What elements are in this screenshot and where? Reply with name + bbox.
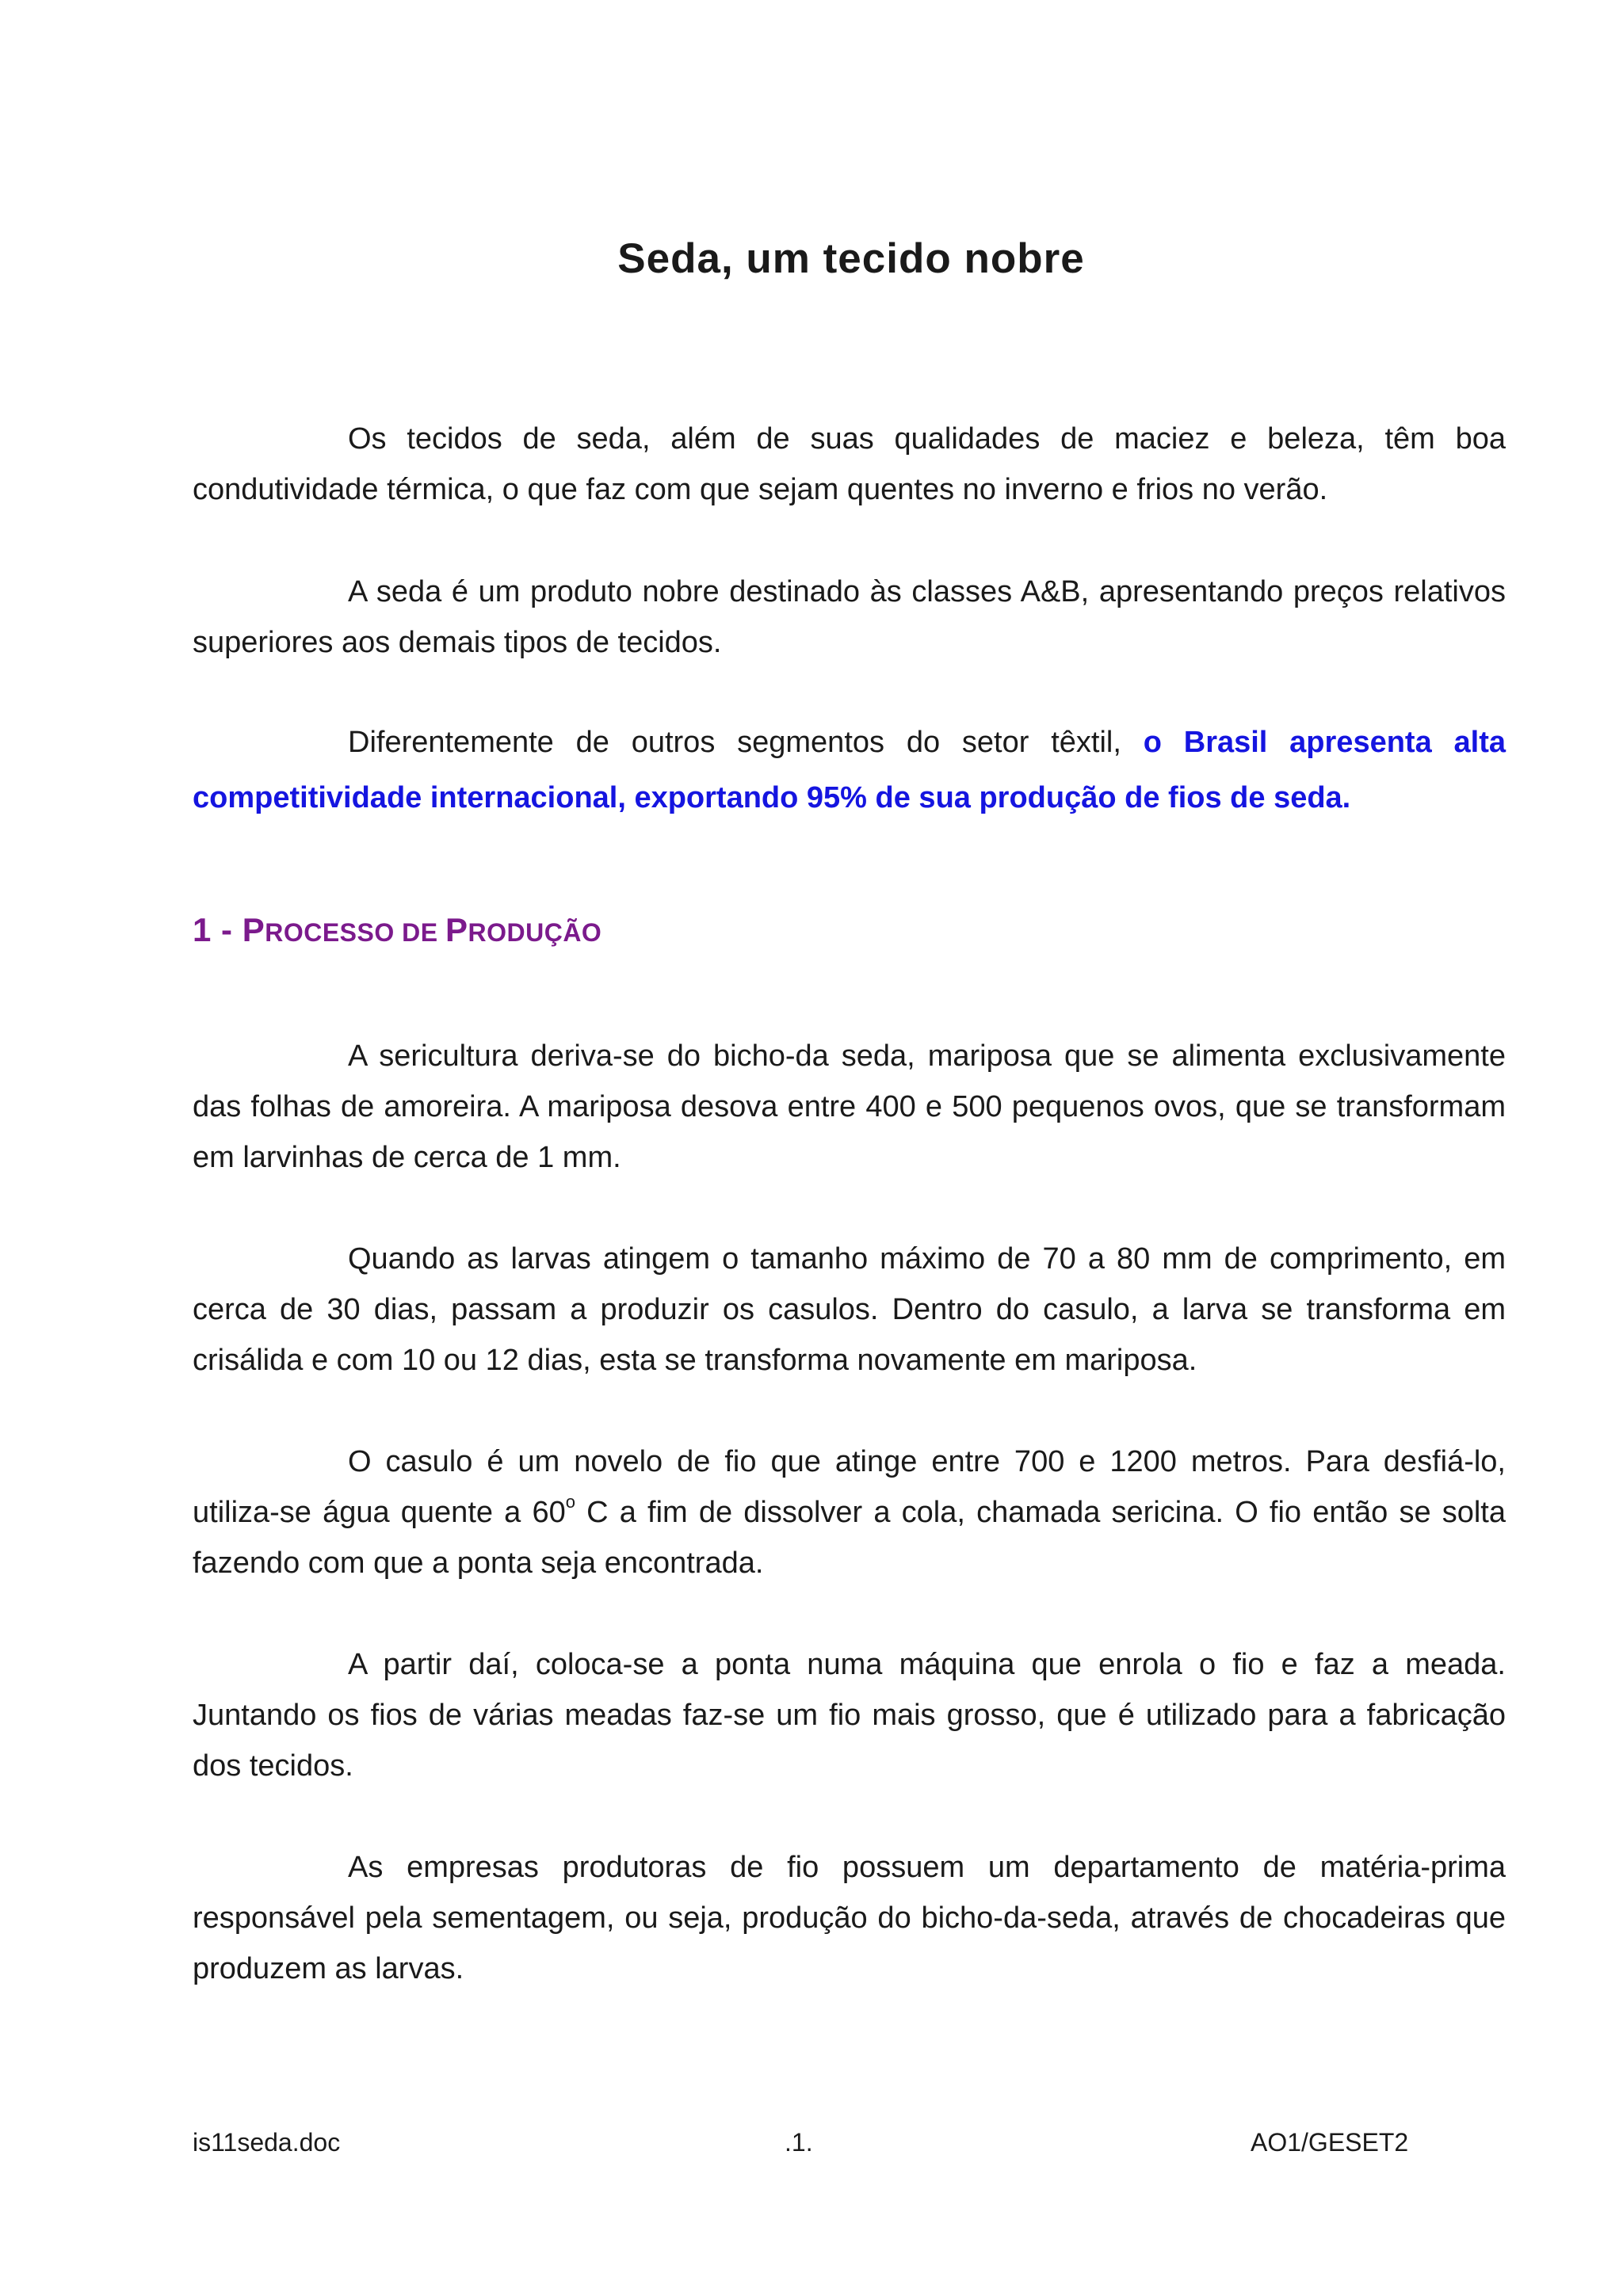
- section-number: 1 -: [193, 911, 242, 948]
- section-title-letter-2: P: [445, 911, 468, 948]
- paragraph-1: Os tecidos de seda, além de suas qualidades de maciez e beleza, têm boa condutividade térmica, o que faz com que sejam quentes no inverno e frios no verão.: [193, 422, 1506, 506]
- page-title: Seda, um tecido nobre: [617, 235, 1085, 282]
- paragraph-8: As empresas produtoras de fio possuem um departamento de matéria-prima responsável pela sementagem, ou seja, produção do bicho-da-seda, através de chocadeiras que produzem as larvas.: [193, 1851, 1506, 1985]
- footer-code: AO1/GESET2: [1251, 2128, 1409, 2157]
- section-heading: [193, 911, 601, 949]
- paragraph-3-text: Diferentemente de outros segmentos do setor têxtil,: [348, 726, 1144, 759]
- section-title-letter-1: P: [242, 911, 265, 948]
- section-title-rest-1: ROCESSO DE: [265, 918, 445, 947]
- footer-page-number: .1.: [785, 2128, 813, 2157]
- paragraph-6-text-b: C a fim de dissolver a cola, chamada sericina. O fio então se solta fazendo com que a ponta seja encontrada.: [193, 1496, 1506, 1580]
- paragraph-2: A seda é um produto nobre destinado às classes A&B, apresentando preços relativos superiores aos demais tipos de tecidos.: [193, 575, 1506, 659]
- footer-filename: is11seda.doc: [193, 2128, 341, 2157]
- paragraph-3: [193, 715, 1506, 826]
- degree-superscript: o: [565, 1492, 575, 1512]
- paragraph-3-highlight: o Brasil apresenta alta competitividade internacional, exportando 95% de sua produção de fios de seda.: [193, 726, 1507, 814]
- paragraph-6-text-a: O casulo é um novelo de fio que atinge entre 700 e 1200 metros. Para desfiá-lo, utiliza-se água quente a 60: [193, 1445, 1506, 1529]
- paragraph-4: A sericultura deriva-se do bicho-da seda, mariposa que se alimenta exclusivamente das folhas de amoreira. A mariposa desova entre 400 e 500 pequenos ovos, que se transformam em larvinhas de cerca de 1 mm.: [193, 1039, 1506, 1174]
- paragraph-6: [193, 1436, 1506, 1589]
- paragraph-7: A partir daí, coloca-se a ponta numa máquina que enrola o fio e faz a meada. Juntando os fios de várias meadas faz-se um fio mais grosso, que é utilizado para a fabricação dos tecidos.: [193, 1648, 1506, 1783]
- section-title-rest-2: RODUÇÃO: [468, 918, 602, 947]
- paragraph-5: Quando as larvas atingem o tamanho máximo de 70 a 80 mm de comprimento, em cerca de 30 dias, passam a produzir os casulos. Dentro do casulo, a larva se transforma em crisálida e com 10 ou 12 dias, esta se transforma novamente em mariposa.: [193, 1242, 1506, 1377]
